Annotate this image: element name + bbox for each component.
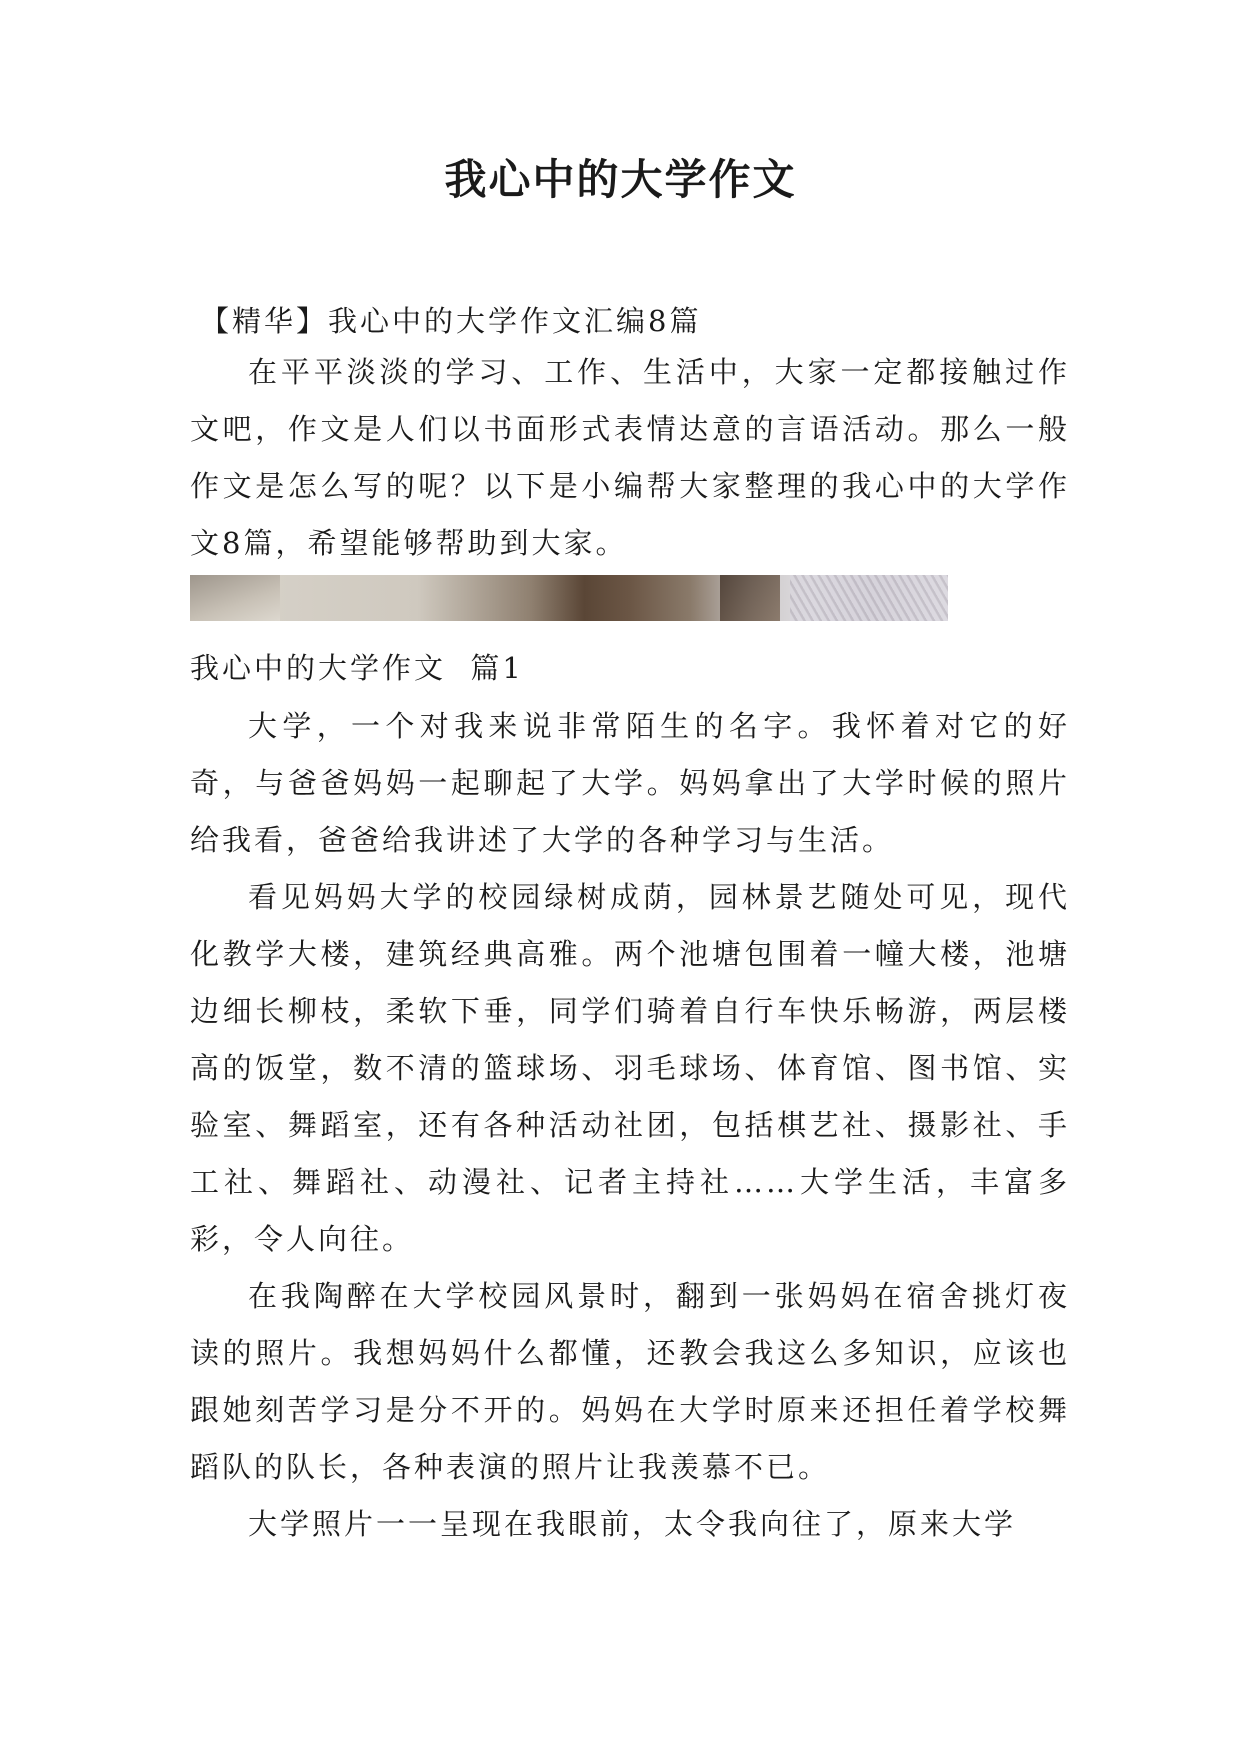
body-paragraph: 在我陶醉在大学校园风景时，翻到一张妈妈在宿舍挑灯夜读的照片。我想妈妈什么都懂，还教会我这么多知识，应该也跟她刻苦学习是分不开的。妈妈在大学时原来还担任着学校舞蹈队的队长，各种表演的照片让我羡慕不已。	[190, 1279, 1070, 1484]
document-subtitle: 【精华】我心中的大学作文汇编8篇	[200, 304, 702, 338]
photo-laptop-shape	[190, 575, 280, 621]
intro-paragraph: 在平平淡淡的学习、工作、生活中，大家一定都接触过作文吧，作文是人们以书面形式表情达意的言语活动。那么一般作文是怎么写的呢？以下是小编帮大家整理的我心中的大学作文8篇，希望能够帮助到大家。	[190, 355, 1070, 560]
body-paragraph: 看见妈妈大学的校园绿树成荫，园林景艺随处可见，现代化教学大楼，建筑经典高雅。两个池塘包围着一幢大楼，池塘边细长柳枝，柔软下垂，同学们骑着自行车快乐畅游，两层楼高的饭堂，数不清的篮球场、羽毛球场、体育馆、图书馆、实验室、舞蹈室，还有各种活动社团，包括棋艺社、摄影社、手工社、舞蹈社、动漫社、记者主持社……大学生活，丰富多彩，令人向往。	[190, 880, 1070, 1256]
intro-section	[190, 344, 1070, 572]
section-heading: 我心中的大学作文 篇1	[190, 651, 524, 685]
body-paragraph: 大学照片一一呈现在我眼前，太令我向往了，原来大学	[248, 1507, 1017, 1541]
photo-dark-shape	[720, 575, 780, 621]
essay-body	[190, 698, 1070, 1553]
photo-fabric-pattern	[790, 575, 948, 621]
document-title: 我心中的大学作文	[444, 155, 797, 204]
body-paragraph: 大学，一个对我来说非常陌生的名字。我怀着对它的好奇，与爸爸妈妈一起聊起了大学。妈妈拿出了大学时候的照片给我看，爸爸给我讲述了大学的各种学习与生活。	[190, 709, 1070, 857]
cropped-photo	[190, 575, 948, 621]
